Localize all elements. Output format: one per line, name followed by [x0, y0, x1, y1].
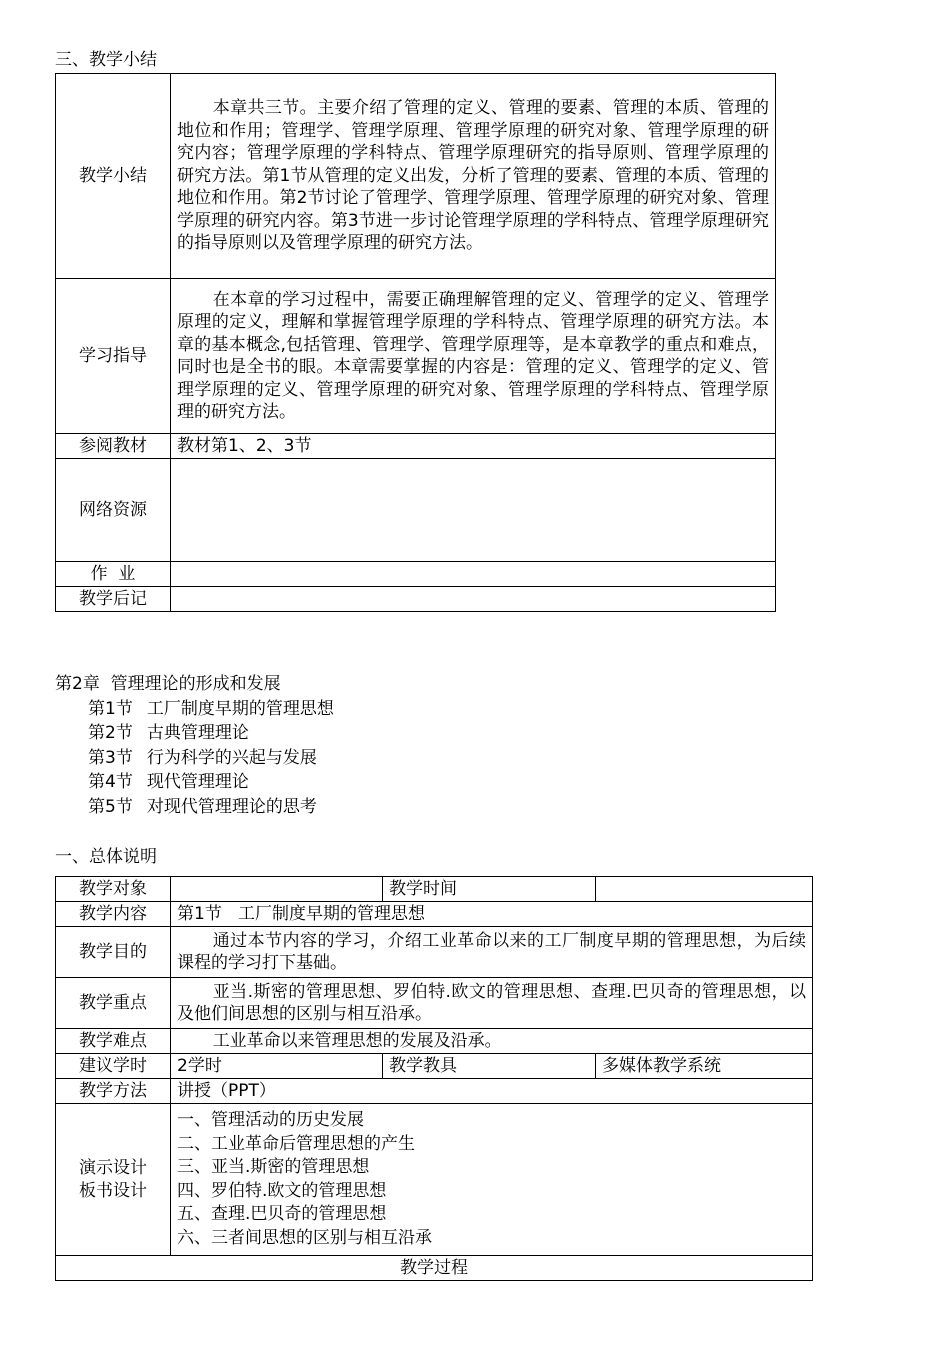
table-row	[56, 74, 776, 279]
label-teaching-goal: 教学目的	[56, 927, 171, 978]
teaching-content-value: 第1节 工厂制度早期的管理思想	[171, 902, 813, 927]
table-row	[56, 1104, 813, 1256]
label-board-design: 板书设计	[79, 1180, 147, 1201]
postscript-cell	[171, 587, 776, 612]
table-row	[56, 1054, 813, 1079]
teaching-process-header: 教学过程	[56, 1256, 813, 1281]
section-title: 工厂制度早期的管理思想	[146, 698, 334, 719]
row-label-summary: 教学小结	[56, 74, 171, 279]
chapter-outline	[55, 672, 334, 819]
row-label-study-guide: 学习指导	[56, 279, 171, 434]
label-teaching-difficulty: 教学难点	[56, 1029, 171, 1054]
label-suggested-hours: 建议学时	[56, 1054, 171, 1079]
section-number: 第2节	[88, 723, 133, 743]
row-label-web-resources: 网络资源	[56, 459, 171, 562]
label-teaching-focus: 教学重点	[56, 978, 171, 1029]
label-teaching-method: 教学方法	[56, 1079, 171, 1104]
table-row	[56, 1079, 813, 1104]
table-row	[56, 279, 776, 434]
row-label-homework: 作 业	[56, 562, 171, 587]
section-number: 第1节	[88, 698, 133, 719]
section-number: 第5节	[88, 796, 133, 817]
table-row	[56, 978, 813, 1029]
teaching-difficulty-value: 工业革命以来管理思想的发展及沿承。	[171, 1029, 813, 1054]
list-item	[55, 795, 334, 820]
suggested-hours-value: 2学时	[171, 1054, 383, 1079]
list-item: 六、三者间思想的区别与相互沿承	[177, 1227, 432, 1248]
section-heading-overview: 一、总体说明	[55, 847, 157, 867]
list-item: 四、罗伯特.欧文的管理思想	[177, 1180, 387, 1201]
table-row	[56, 927, 813, 978]
teaching-goal-value: 通过本节内容的学习，介绍工业革命以来的工厂制度早期的管理思想，为后续课程的学习打下基础。	[171, 927, 813, 978]
table-row	[56, 1029, 813, 1054]
section-title: 行为科学的兴起与发展	[146, 747, 317, 768]
list-item	[55, 697, 334, 722]
teaching-method-value: 讲授（PPT）	[171, 1079, 813, 1104]
list-item: 五、查理.巴贝奇的管理思想	[177, 1204, 387, 1224]
label-design	[56, 1104, 171, 1256]
table-row	[56, 459, 776, 562]
summary-table	[55, 73, 776, 612]
section-title: 古典管理理论	[146, 723, 249, 743]
list-item	[55, 770, 334, 795]
label-teaching-content: 教学内容	[56, 902, 171, 927]
list-item: 二、工业革命后管理思想的产生	[177, 1133, 415, 1154]
section-title: 现代管理理论	[146, 772, 249, 792]
web-resources-cell	[171, 459, 776, 562]
teaching-tools-value: 多媒体教学系统	[596, 1054, 813, 1079]
study-guide-text: 在本章的学习过程中，需要正确理解管理的定义、管理学的定义、管理学原理的定义，理解和掌握管理学原理的学科特点、管理学原理的研究方法。本章的基本概念,包括管理、管理学、管理学原理等，是本章教学的重点和难点，同时也是全书的眼。本章需要掌握的内容是：管理的定义、管理学的定义、管理学原理的定义、管理学原理的研究对象、管理学原理的学科特点、管理学原理的研究方法。	[171, 279, 776, 434]
list-item	[55, 721, 334, 746]
design-outline	[171, 1104, 813, 1256]
teaching-focus-value: 亚当.斯密的管理思想、罗伯特.欧文的管理思想、查理.巴贝奇的管理思想，以及他们间思想的区别与相互沿承。	[171, 978, 813, 1029]
section-number: 第3节	[88, 747, 133, 768]
label-teaching-object: 教学对象	[56, 877, 171, 902]
table-row	[56, 877, 813, 902]
label-teaching-time: 教学时间	[383, 877, 596, 902]
table-row	[56, 587, 776, 612]
row-label-reference: 参阅教材	[56, 434, 171, 459]
section-number: 第4节	[88, 772, 133, 792]
teaching-object-value	[171, 877, 383, 902]
section-title: 对现代管理理论的思考	[146, 796, 317, 817]
table-row	[56, 1256, 813, 1281]
row-label-postscript: 教学后记	[56, 587, 171, 612]
list-item	[55, 746, 334, 771]
table-row	[56, 902, 813, 927]
table-row	[56, 562, 776, 587]
label-demo-design: 演示设计	[79, 1158, 147, 1178]
chapter-title: 第2章 管理理论的形成和发展	[55, 674, 281, 694]
homework-cell	[171, 562, 776, 587]
list-item: 一、管理活动的历史发展	[177, 1110, 364, 1130]
overview-table	[55, 876, 813, 1281]
summary-text: 本章共三节。主要介绍了管理的定义、管理的要素、管理的本质、管理的地位和作用；管理学、管理学原理、管理学原理的研究对象、管理学原理的研究内容；管理学原理的学科特点、管理学原理研究的指导原则、管理学原理的研究方法。第1节从管理的定义出发，分析了管理的要素、管理的本质、管理的地位和作用。第2节讨论了管理学、管理学原理、管理学原理的研究对象、管理学原理的研究内容。第3节进一步讨论管理学原理的学科特点、管理学原理研究的指导原则以及管理学原理的研究方法。	[171, 74, 776, 279]
teaching-time-value	[596, 877, 813, 902]
reference-text: 教材第1、2、3节	[171, 434, 776, 459]
section-heading-summary: 三、教学小结	[55, 50, 157, 70]
table-row	[56, 434, 776, 459]
label-teaching-tools: 教学教具	[383, 1054, 596, 1079]
list-item: 三、亚当.斯密的管理思想	[177, 1157, 370, 1177]
